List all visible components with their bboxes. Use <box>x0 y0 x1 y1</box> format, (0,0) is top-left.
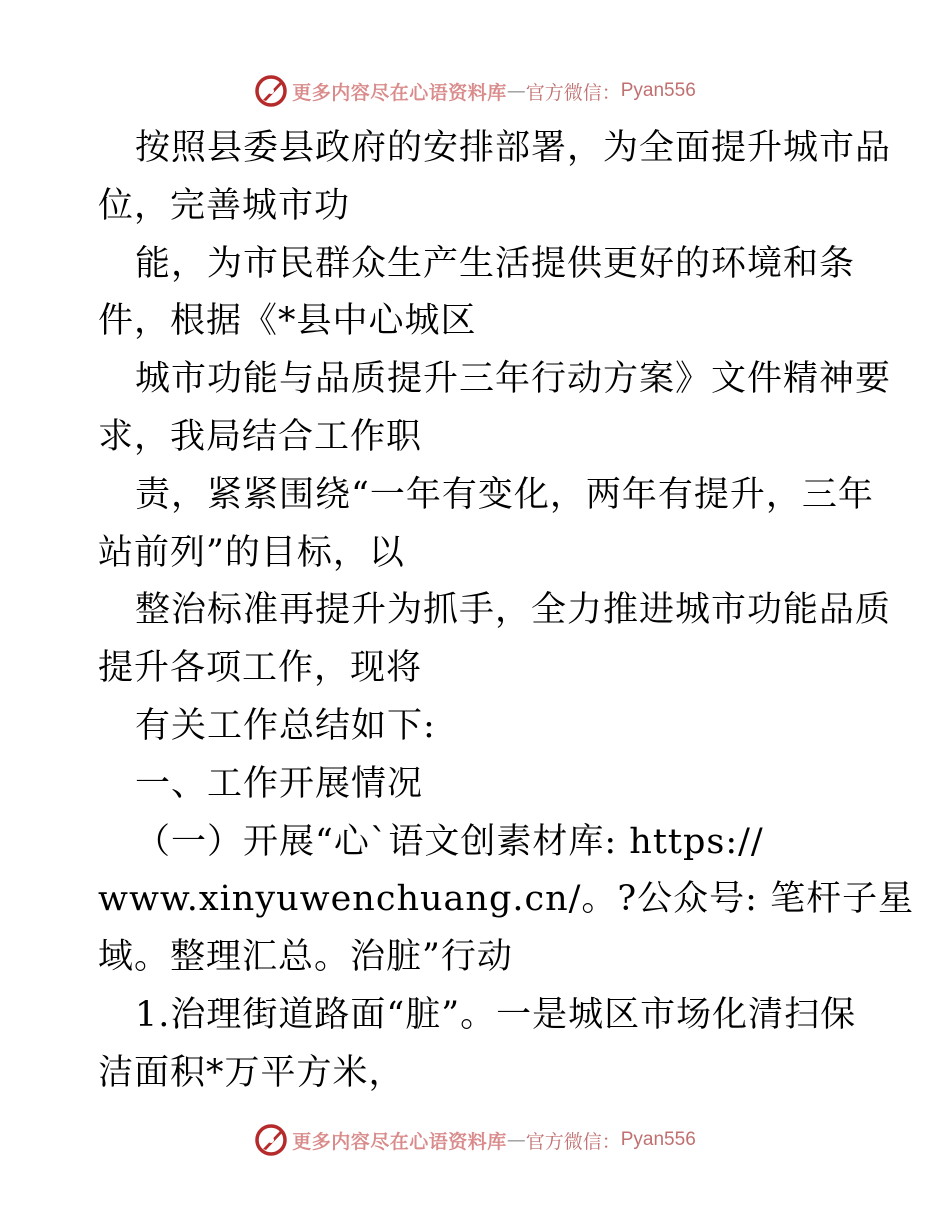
footer-promo-text: 更多内容尽在心语资料库 <box>292 1130 507 1153</box>
body-line-15: 域。整理汇总。治脏”行动 <box>98 937 513 978</box>
body-line-14: www.xinyuwenchuang.cn/。?公众号: 笔杆子星 <box>98 879 915 920</box>
header-wechat-id: Pyan556 <box>620 80 696 101</box>
document-body <box>98 120 915 1103</box>
body-line-11: 有关工作总结如下: <box>135 705 436 746</box>
body-line-7: 责，紧紧围绕“一年有变化，两年有提升，三年 <box>135 474 874 515</box>
body-line-5: 城市功能与品质提升三年行动方案》文件精神要 <box>135 359 892 400</box>
header-banner <box>0 71 950 111</box>
footer-wechat-id: Pyan556 <box>620 1129 696 1150</box>
quill-logo-icon <box>254 1123 288 1157</box>
body-line-13: （一）开展“心`语文创素材库: https:// <box>135 821 764 862</box>
body-line-9: 整治标准再提升为抓手，全力推进城市功能品质 <box>135 590 892 631</box>
body-line-8: 站前列”的目标，以 <box>98 532 405 573</box>
body-line-1: 按照县委县政府的安排部署，为全面提升城市品 <box>135 128 892 168</box>
footer-banner <box>0 1120 950 1160</box>
body-line-6: 求，我局结合工作职 <box>98 416 423 457</box>
body-line-3: 能，为市民群众生产生活提供更好的环境和条 <box>135 243 856 284</box>
header-dash: — <box>506 80 526 102</box>
quill-logo-icon <box>254 74 288 108</box>
body-line-10: 提升各项工作，现将 <box>98 648 423 689</box>
footer-dash: — <box>506 1129 526 1151</box>
footer-wechat-label: 官方微信： <box>525 1130 621 1153</box>
section-heading: 一、工作开展情况 <box>135 763 424 804</box>
body-line-16: 1.治理街道路面“脏”。一是城区市场化清扫保 <box>135 994 857 1035</box>
body-line-17: 洁面积*万平方米， <box>98 1052 405 1093</box>
header-wechat-label: 官方微信： <box>525 81 621 104</box>
header-promo-text: 更多内容尽在心语资料库 <box>292 81 507 104</box>
body-line-2: 位，完善城市功 <box>98 185 351 226</box>
body-line-4: 件，根据《*县中心城区 <box>98 301 477 342</box>
